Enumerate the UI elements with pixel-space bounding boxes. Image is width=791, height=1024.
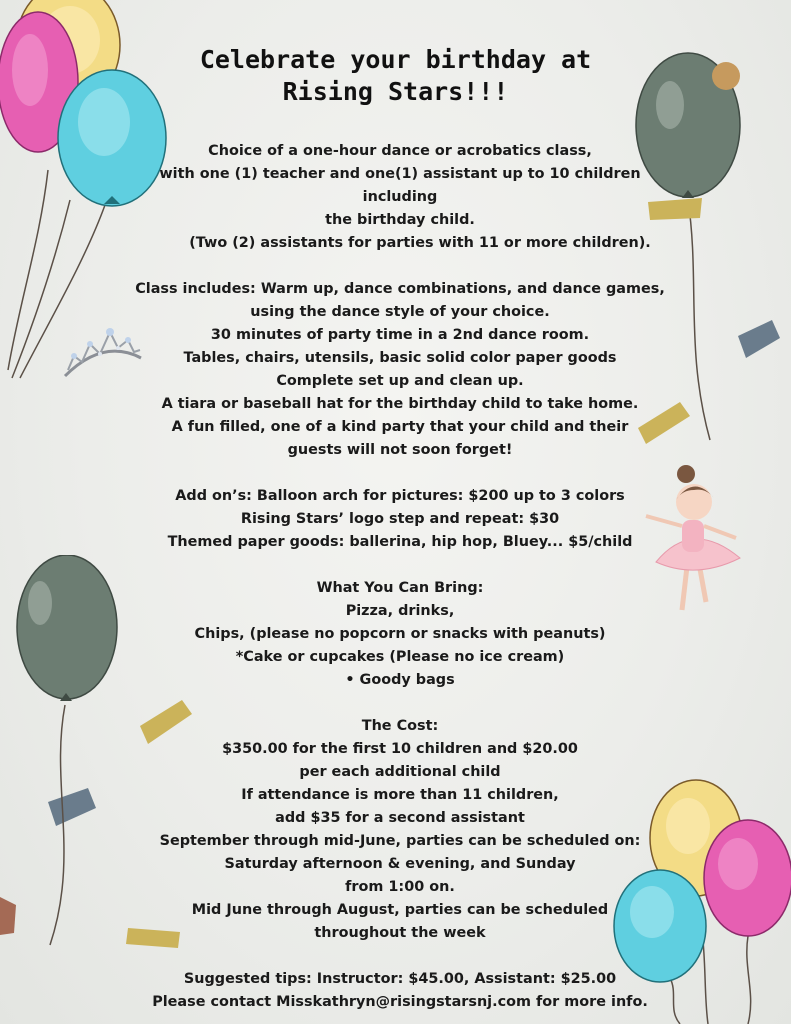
addons-line-2: Rising Stars’ logo step and repeat: $30: [240, 511, 560, 527]
cost-line-7: from 1:00 on.: [345, 879, 455, 895]
bring-line-4: • Goody bags: [345, 672, 455, 688]
includes-line-7: A fun filled, one of a kind party that your child and their: [171, 419, 629, 435]
bring-line-2: Chips, (please no popcorn or snacks with peanuts): [194, 626, 606, 642]
includes-line-2: using the dance style of your choice.: [250, 304, 550, 320]
party-details: [120, 140, 680, 1014]
includes-section: [120, 278, 680, 462]
intro-line-1: Choice of a one-hour dance or acrobatics class,: [208, 143, 592, 159]
includes-line-1: Class includes: Warm up, dance combinations, and dance games,: [135, 281, 665, 297]
cost-line-5: September through mid-June, parties can be scheduled on:: [159, 833, 641, 849]
intro-line-2: with one (1) teacher and one(1) assistant up to 10 children including: [159, 166, 641, 205]
footer-section: [120, 968, 680, 1014]
addons-line-1: Add on’s: Balloon arch for pictures: $200 up to 3 colors: [175, 488, 625, 504]
intro-line-3: the birthday child.: [325, 212, 475, 228]
cost-section: [120, 715, 680, 945]
intro-section: [120, 140, 680, 255]
addons-section: [120, 485, 680, 554]
title-line-1: Celebrate your birthday at: [199, 45, 592, 74]
includes-line-6: A tiara or baseball hat for the birthday child to take home.: [161, 396, 639, 412]
tips-line: Suggested tips: Instructor: $45.00, Assistant: $25.00: [183, 971, 617, 987]
cost-line-9: throughout the week: [314, 925, 486, 941]
cost-line-1: $350.00 for the first 10 children and $20.00: [222, 741, 578, 757]
cost-heading: The Cost:: [361, 718, 439, 734]
cost-line-3: If attendance is more than 11 children,: [241, 787, 559, 803]
bring-heading: What You Can Bring:: [316, 580, 484, 596]
cost-line-6: Saturday afternoon & evening, and Sunday: [224, 856, 576, 872]
intro-line-4: (Two (2) assistants for parties with 11 or more children).: [189, 235, 651, 251]
includes-line-5: Complete set up and clean up.: [276, 373, 524, 389]
bring-line-3: *Cake or cupcakes (Please no ice cream): [235, 649, 565, 665]
addons-line-3: Themed paper goods: ballerina, hip hop, Bluey... $5/child: [167, 534, 633, 550]
cost-line-8: Mid June through August, parties can be scheduled: [191, 902, 609, 918]
confetti-slate-right-icon: [732, 316, 784, 362]
title-line-2: Rising Stars!!!: [282, 77, 509, 106]
includes-line-3: 30 minutes of party time in a 2nd dance room.: [210, 327, 590, 343]
page-title: [0, 44, 791, 108]
bring-line-1: Pizza, drinks,: [345, 603, 455, 619]
cost-line-2: per each additional child: [299, 764, 501, 780]
includes-line-4: Tables, chairs, utensils, basic solid color paper goods: [183, 350, 617, 366]
includes-line-8: guests will not soon forget!: [287, 442, 513, 458]
contact-line: Please contact Misskathryn@risingstarsnj.com for more info.: [152, 994, 648, 1010]
bring-section: [120, 577, 680, 692]
cost-line-4: add $35 for a second assistant: [275, 810, 525, 826]
balloon-gray-bottom-left-icon: [10, 555, 130, 950]
